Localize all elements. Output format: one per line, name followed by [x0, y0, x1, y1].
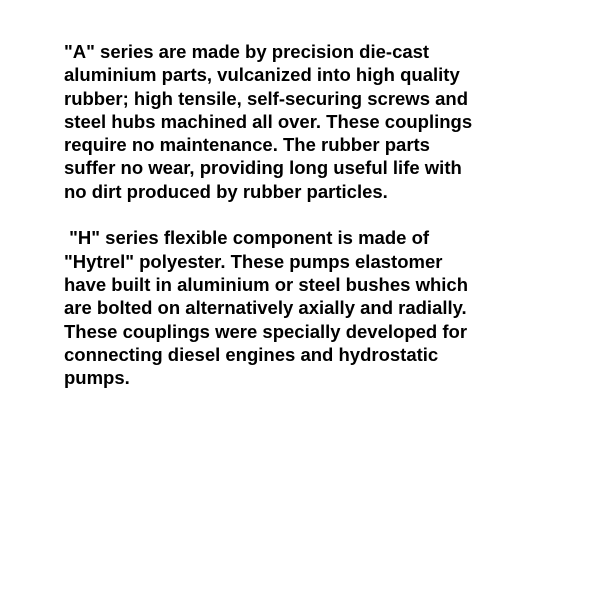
text-line: "H" series flexible component is made of — [64, 227, 430, 249]
text-line: aluminium parts, vulcanized into high quality — [64, 64, 460, 86]
text-line: suffer no wear, providing long useful life with — [64, 157, 462, 179]
text-line: no dirt produced by rubber particles. — [64, 180, 388, 202]
paragraph-a-series — [64, 40, 584, 203]
text-line: These couplings were specially developed for — [64, 320, 468, 342]
text-line: steel hubs machined all over. These couplings — [64, 110, 473, 132]
text-line: have built in aluminium or steel bushes which — [64, 273, 468, 295]
text-line: pumps. — [64, 367, 130, 389]
text-line: "Hytrel" polyester. These pumps elastomer — [64, 250, 443, 272]
paragraph-h-series — [64, 226, 584, 389]
document-body — [64, 40, 584, 389]
text-line: connecting diesel engines and hydrostatic — [64, 343, 439, 365]
text-line: require no maintenance. The rubber parts — [64, 134, 430, 156]
text-line: rubber; high tensile, self-securing screws and — [64, 87, 469, 109]
text-line: are bolted on alternatively axially and radially. — [64, 297, 467, 319]
text-line: "A" series are made by precision die-cast — [64, 41, 430, 62]
